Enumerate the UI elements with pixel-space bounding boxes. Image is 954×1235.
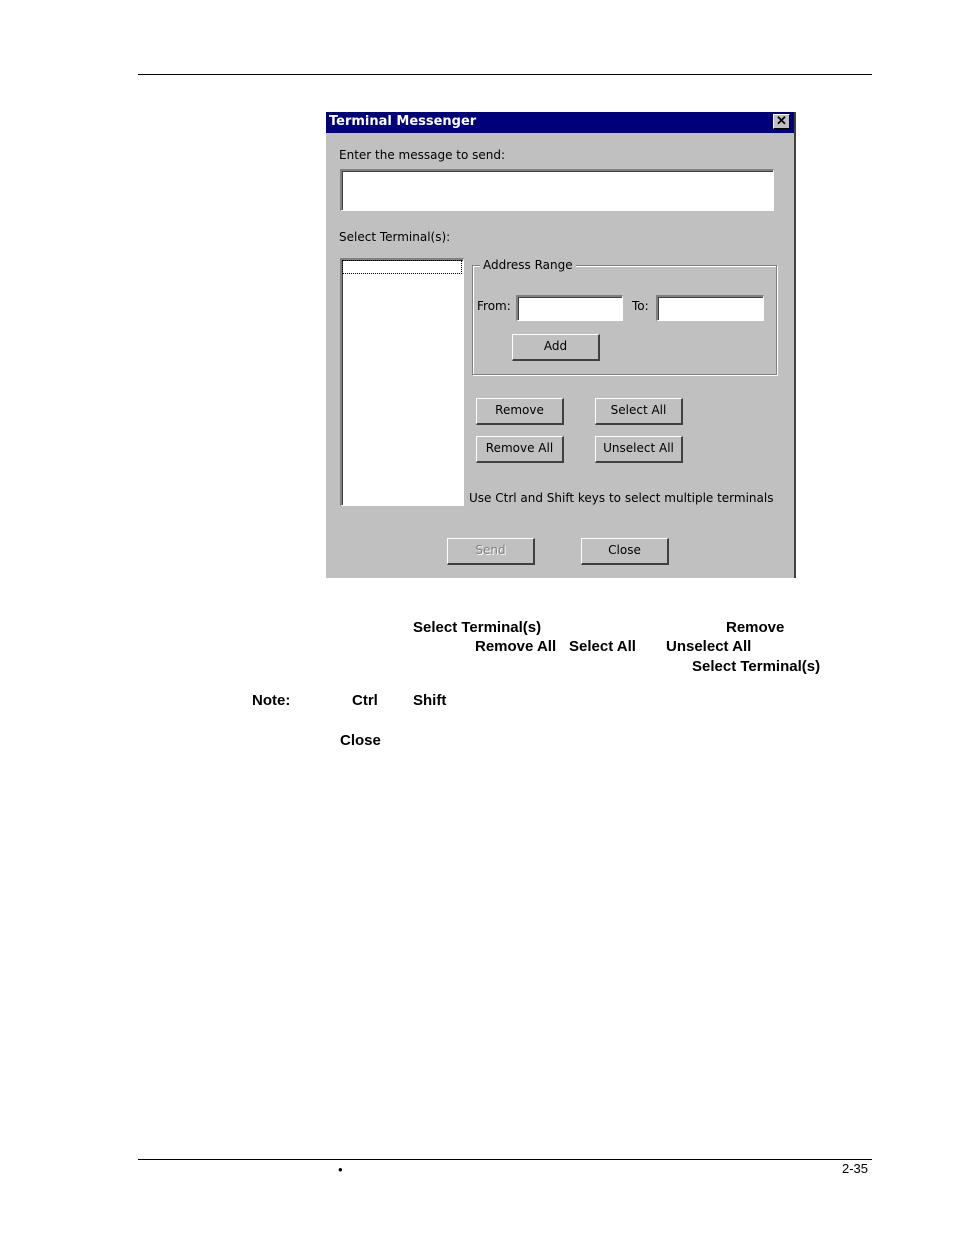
from-field[interactable] [516, 295, 623, 321]
close-button[interactable]: Close [581, 538, 669, 565]
doc-select-terminals-ref: Select Terminal(s) [413, 619, 542, 636]
dialog-title: Terminal Messenger [329, 114, 477, 129]
terminal-list[interactable] [340, 258, 464, 506]
doc-select-all-ref: Select All [569, 638, 636, 655]
to-label-text: To: [632, 299, 649, 313]
select-terminals-label: Select Terminal(s): [339, 230, 451, 244]
doc-close-ref: Close [340, 732, 381, 749]
message-label: Enter the message to send: [339, 148, 506, 162]
remove-all-button[interactable]: Remove All [476, 436, 564, 463]
to-field[interactable] [656, 295, 764, 321]
from-label: From: [477, 299, 511, 313]
add-button[interactable]: Add [512, 334, 600, 361]
doc-remove-ref: Remove [726, 619, 785, 636]
doc-select-terminals-ref-2: Select Terminal(s) [692, 658, 821, 675]
doc-unselect-all-ref: Unselect All [666, 638, 752, 655]
page-number: 2-35 [842, 1161, 869, 1176]
doc-remove-all-ref: Remove All [475, 638, 557, 655]
address-range-label: Address Range [480, 258, 576, 272]
unselect-all-button[interactable]: Unselect All [595, 436, 683, 463]
note-label: Note: [252, 692, 291, 709]
close-icon[interactable]: ✕ [773, 114, 790, 129]
title-bar[interactable] [326, 112, 794, 133]
message-input[interactable] [340, 169, 774, 211]
terminal-messenger-dialog [326, 112, 796, 578]
multi-select-hint: Use Ctrl and Shift keys to select multiple terminals [469, 491, 774, 505]
note-shift: Shift [413, 692, 447, 709]
footer-bullet: • [338, 1162, 343, 1177]
note-ctrl: Ctrl [352, 692, 378, 709]
send-button[interactable]: Send [447, 538, 535, 565]
select-all-button[interactable]: Select All [595, 398, 683, 425]
terminal-list-focus [342, 260, 462, 274]
remove-button[interactable]: Remove [476, 398, 564, 425]
header-rule [138, 74, 872, 75]
footer-rule [138, 1159, 872, 1160]
